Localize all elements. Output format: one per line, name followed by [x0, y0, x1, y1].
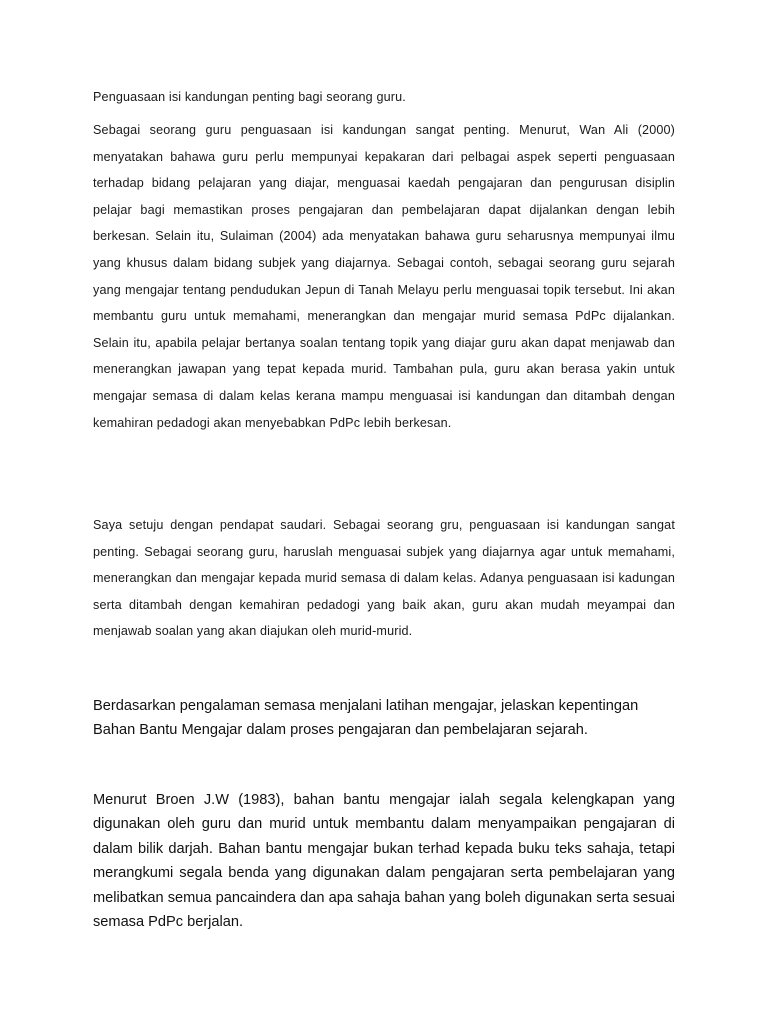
- paragraph-teaching-aids: Menurut Broen J.W (1983), bahan bantu mengajar ialah segala kelengkapan yang digunakan oleh guru dan murid untuk membantu dalam menyampaikan pengajaran di dalam bilik darjah. Bahan bantu mengajar bukan terhad kepada buku teks sahaja, tetapi merangkumi segala benda yang digunakan dalam pengajaran serta pembelajaran yang melibatkan semua pancaindera dan apa sahaja bahan yang boleh digunakan serta sesuai semasa PdPc berjalan.: [93, 792, 675, 931]
- question-heading-teaching-aids: Berdasarkan pengalaman semasa menjalani latihan mengajar, jelaskan kepentingan Bahan Bantu Mengajar dalam proses pengajaran dan pembelajaran sejarah.: [93, 698, 639, 739]
- paragraph-content-mastery: Sebagai seorang guru penguasaan isi kandungan sangat penting. Menurut, Wan Ali (2000) menyatakan bahawa guru perlu mempunyai kepakaran dari pelbagai aspek seperti penguasaan terhadap bidang pelajaran yang diajar, menguasai kaedah pengajaran dan pengurusan disiplin pelajar bagi memastikan proses pengajaran dan pembelajaran dapat dijalankan dengan lebih berkesan. Selain itu, Sulaiman (2004) ada menyatakan bahawa guru seharusnya mempunyai ilmu yang khusus dalam bidang subjek yang diajarnya. Sebagai contoh, sebagai seorang guru sejarah yang mengajar tentang pendudukan Jepun di Tanah Melayu perlu menguasai topik tersebut. Ini akan membantu guru untuk memahami, menerangkan dan mengajar murid semasa PdPc dijalankan. Selain itu, apabila pelajar bertanya soalan tentang topik yang diajar guru akan dapat menjawab dan menerangkan jawapan yang tepat kepada murid. Tambahan pula, guru akan berasa yakin untuk mengajar semasa di dalam kelas kerana mampu menguasai isi kandungan dan ditambah dengan kemahiran pedadogi akan menyebabkan PdPc lebih berkesan.: [93, 123, 675, 430]
- paragraph-response: Saya setuju dengan pendapat saudari. Sebagai seorang gru, penguasaan isi kandungan sangat penting. Sebagai seorang guru, haruslah menguasai subjek yang diajarnya agar untuk memahami, menerangkan dan mengajar kepada murid semasa di dalam kelas. Adanya penguasaan isi kadungan serta ditambah dengan kemahiran pedadogi yang baik akan, guru akan mudah meyampai dan menjawab soalan yang akan diajukan oleh murid-murid.: [93, 518, 675, 639]
- document-page: [93, 0, 675, 1024]
- section-heading-content-mastery: Penguasaan isi kandungan penting bagi seorang guru.: [93, 90, 406, 104]
